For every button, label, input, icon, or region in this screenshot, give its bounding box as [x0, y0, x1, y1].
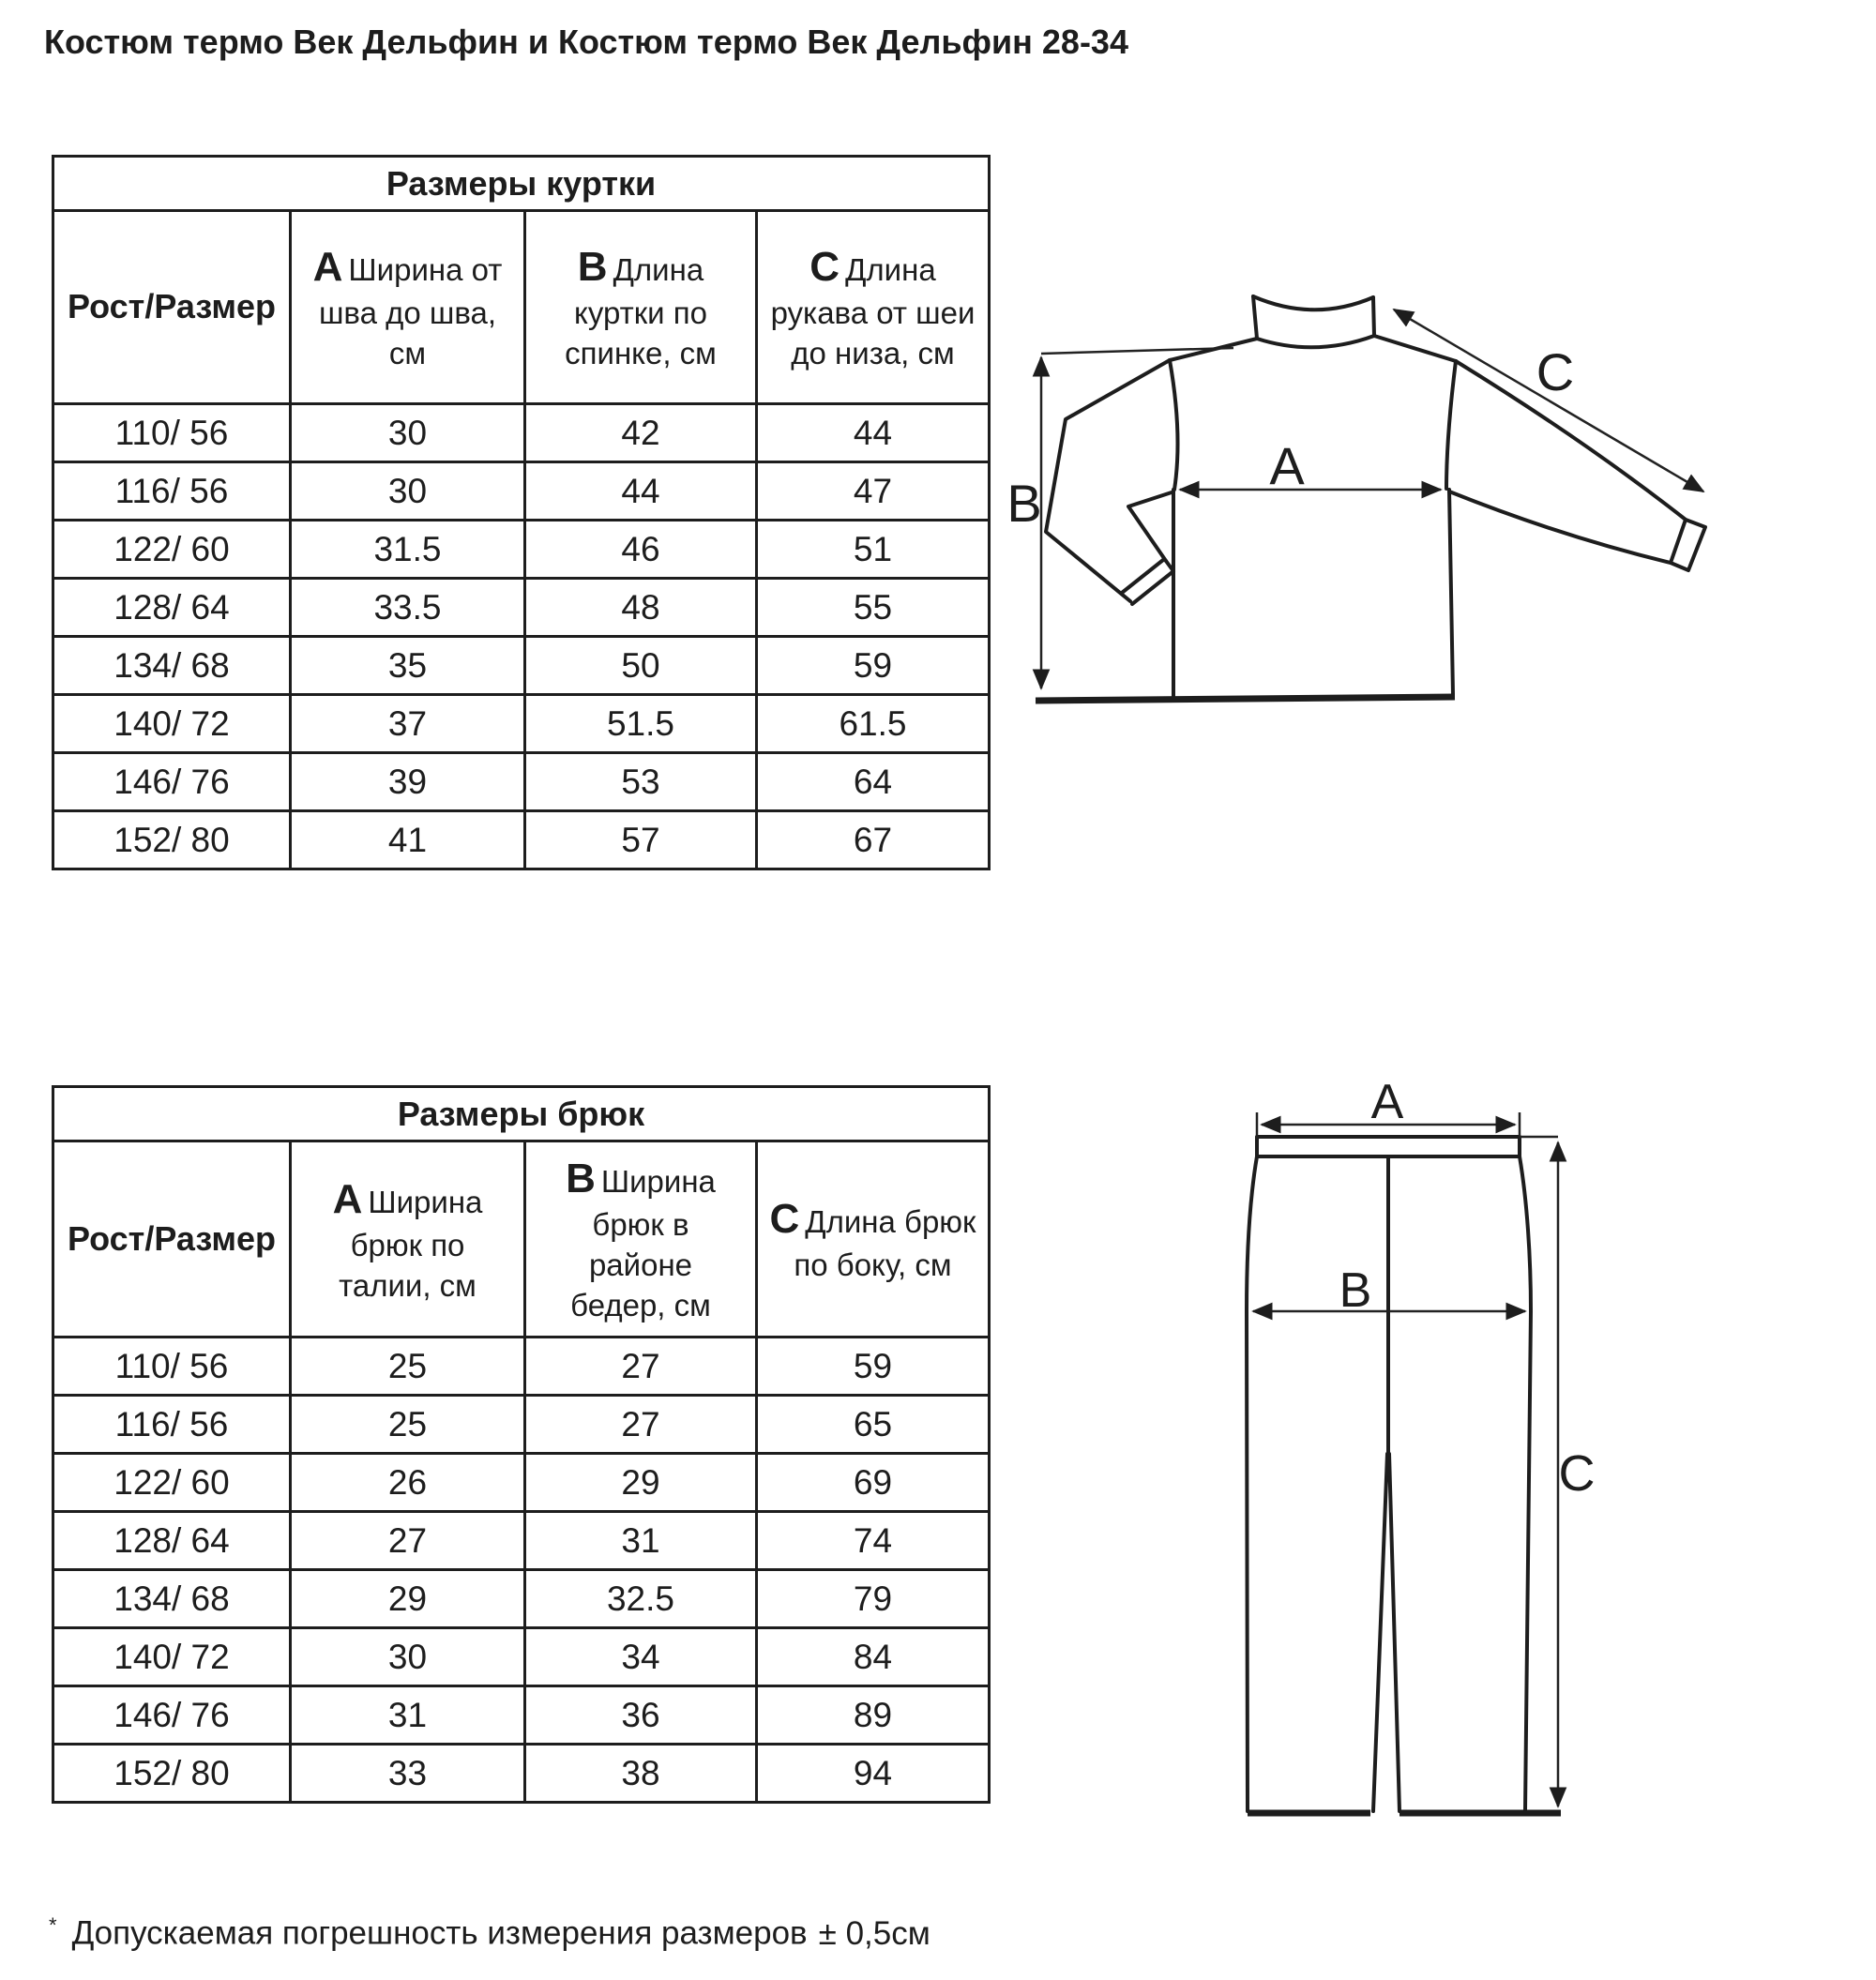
table-cell: 42: [525, 404, 757, 462]
pants-measurement-diagram: [1219, 1060, 1613, 1829]
jacket-table-header-row: [53, 211, 990, 404]
table-row: [53, 1686, 990, 1745]
table-cell: 128/ 64: [53, 579, 291, 637]
table-cell: 35: [291, 637, 525, 695]
table-cell: 31: [291, 1686, 525, 1745]
pants-table-header-row: [53, 1141, 990, 1338]
pants-left-outer-edge: [1247, 1156, 1257, 1811]
table-cell: 51.5: [525, 695, 757, 753]
tolerance-footnote: [49, 1913, 930, 1953]
footnote-asterisk: *: [49, 1913, 57, 1937]
table-cell: 38: [525, 1745, 757, 1803]
col-header-label: Рост/Размер: [68, 1218, 276, 1258]
table-cell: 140/ 72: [53, 1628, 291, 1686]
table-cell: 79: [757, 1570, 990, 1628]
jacket-col-header-b: [525, 211, 757, 404]
table-cell: 26: [291, 1454, 525, 1512]
table-cell: 36: [525, 1686, 757, 1745]
table-cell: 146/ 76: [53, 753, 291, 811]
jacket-collar-neckline: [1257, 336, 1374, 347]
table-cell: 94: [757, 1745, 990, 1803]
table-cell: 69: [757, 1454, 990, 1512]
table-cell: 44: [757, 404, 990, 462]
dimension-letter-c: C: [769, 1195, 800, 1242]
table-cell: 31.5: [291, 521, 525, 579]
table-cell: 64: [757, 753, 990, 811]
table-cell: 116/ 56: [53, 1396, 291, 1454]
col-header-label: Ширина брюк в районе бедер, см: [570, 1164, 716, 1323]
table-cell: 134/ 68: [53, 637, 291, 695]
table-cell: 50: [525, 637, 757, 695]
table-cell: 152/ 80: [53, 1745, 291, 1803]
table-row: [53, 462, 990, 521]
table-cell: 30: [291, 1628, 525, 1686]
table-cell: 128/ 64: [53, 1512, 291, 1570]
table-cell: 57: [525, 811, 757, 869]
pants-col-header-b: [525, 1141, 757, 1338]
table-cell: 27: [525, 1338, 757, 1396]
table-cell: 37: [291, 695, 525, 753]
pants-col-header-a: [291, 1141, 525, 1338]
table-cell: 30: [291, 404, 525, 462]
jacket-col-header-a: [291, 211, 525, 404]
page-title: Костюм термо Век Дельфин и Костюм термо Век Дельфин 28-34: [44, 23, 1128, 61]
pants-inseams: [1373, 1454, 1399, 1811]
pants-outline-drawing: [1247, 1137, 1561, 1813]
col-header-label: Длина рукава от шеи до низа, см: [770, 252, 976, 371]
jacket-hem-line: [1036, 697, 1455, 701]
pants-right-outer-edge: [1520, 1156, 1531, 1811]
table-row: [53, 404, 990, 462]
pants-table-title: Размеры брюк: [53, 1087, 990, 1141]
table-cell: 29: [291, 1570, 525, 1628]
table-cell: 84: [757, 1628, 990, 1686]
jacket-col-header-c: [757, 211, 990, 404]
jacket-armhole-left: [1170, 360, 1178, 490]
pants-dimension-label-b: B: [1339, 1263, 1372, 1318]
table-cell: 27: [525, 1396, 757, 1454]
jacket-col-header-size: [53, 211, 291, 404]
footnote-text: Допускаемая погрешность измерения размеров: [71, 1914, 808, 1952]
table-cell: 30: [291, 462, 525, 521]
jacket-right-sleeve-lower: [1449, 491, 1671, 563]
table-cell: 55: [757, 579, 990, 637]
table-cell: 25: [291, 1338, 525, 1396]
pants-dimension-label-a: A: [1370, 1075, 1404, 1129]
pants-table-title-row: [53, 1087, 990, 1141]
jacket-collar-top: [1253, 296, 1373, 310]
table-cell: 51: [757, 521, 990, 579]
dimension-letter-b: B: [577, 244, 608, 291]
pants-col-header-size: [53, 1141, 291, 1338]
table-cell: 39: [291, 753, 525, 811]
jacket-outline-drawing: [1036, 296, 1705, 701]
table-cell: 48: [525, 579, 757, 637]
table-cell: 74: [757, 1512, 990, 1570]
jacket-dimension-label-c: C: [1536, 342, 1575, 401]
table-cell: 122/ 60: [53, 1454, 291, 1512]
table-cell: 152/ 80: [53, 811, 291, 869]
col-header-label: Длина брюк по боку, см: [794, 1203, 976, 1283]
table-cell: 44: [525, 462, 757, 521]
table-cell: 110/ 56: [53, 1338, 291, 1396]
footnote-tolerance-value: ± 0,5см: [818, 1914, 930, 1952]
table-cell: 47: [757, 462, 990, 521]
table-row: [53, 1454, 990, 1512]
table-cell: 29: [525, 1454, 757, 1512]
table-cell: 25: [291, 1396, 525, 1454]
table-cell: 41: [291, 811, 525, 869]
table-row: [53, 1338, 990, 1396]
col-header-label: Рост/Размер: [68, 287, 276, 326]
dimension-letter-a: A: [332, 1175, 363, 1222]
jacket-right-cuff: [1671, 520, 1705, 570]
pants-dimension-lines: [1253, 1075, 1596, 1806]
jacket-table-title: Размеры куртки: [53, 157, 990, 211]
table-row: [53, 753, 990, 811]
table-cell: 33.5: [291, 579, 525, 637]
jacket-measurement-diagram: [976, 234, 1745, 722]
table-row: [53, 579, 990, 637]
table-cell: 134/ 68: [53, 1570, 291, 1628]
table-cell: 146/ 76: [53, 1686, 291, 1745]
jacket-left-sleeve-inner: [1128, 492, 1172, 561]
table-cell: 116/ 56: [53, 462, 291, 521]
table-row: [53, 1396, 990, 1454]
dimension-letter-a: A: [312, 244, 343, 291]
table-cell: 61.5: [757, 695, 990, 753]
table-cell: 89: [757, 1686, 990, 1745]
table-row: [53, 1745, 990, 1803]
table-cell: 53: [525, 753, 757, 811]
table-cell: 67: [757, 811, 990, 869]
table-cell: 32.5: [525, 1570, 757, 1628]
table-cell: 140/ 72: [53, 695, 291, 753]
table-row: [53, 811, 990, 869]
table-row: [53, 1570, 990, 1628]
table-cell: 122/ 60: [53, 521, 291, 579]
dimension-letter-b: B: [566, 1156, 596, 1202]
jacket-left-cuff: [1122, 560, 1173, 604]
table-row: [53, 1512, 990, 1570]
jacket-table-title-row: [53, 157, 990, 211]
table-cell: 34: [525, 1628, 757, 1686]
table-row: [53, 521, 990, 579]
jacket-dimension-label-a: A: [1269, 436, 1305, 495]
pants-table-body: [53, 1338, 990, 1803]
table-cell: 31: [525, 1512, 757, 1570]
table-cell: 59: [757, 637, 990, 695]
jacket-size-table: [52, 155, 991, 870]
pants-waistband: [1257, 1137, 1520, 1156]
pants-col-header-c: [757, 1141, 990, 1338]
table-row: [53, 637, 990, 695]
col-header-label: Длина куртки по спинке, см: [565, 252, 717, 371]
table-cell: 65: [757, 1396, 990, 1454]
table-cell: 33: [291, 1745, 525, 1803]
table-cell: 27: [291, 1512, 525, 1570]
dimension-letter-c: C: [809, 244, 840, 291]
table-row: [53, 695, 990, 753]
table-cell: 110/ 56: [53, 404, 291, 462]
jacket-table-body: [53, 404, 990, 869]
col-header-label: Ширина от шва до шва, см: [318, 252, 503, 371]
jacket-body-right: [1446, 361, 1456, 694]
table-cell: 59: [757, 1338, 990, 1396]
pants-dimension-label-c: C: [1558, 1445, 1596, 1502]
jacket-dimension-lines: [1006, 310, 1703, 688]
table-row: [53, 1628, 990, 1686]
jacket-dimension-label-b: B: [1006, 474, 1042, 533]
col-header-label: Ширина брюк по талии, см: [339, 1184, 483, 1303]
table-cell: 46: [525, 521, 757, 579]
pants-size-table: [52, 1085, 991, 1804]
jacket-left-sleeve-outer: [1046, 360, 1170, 601]
